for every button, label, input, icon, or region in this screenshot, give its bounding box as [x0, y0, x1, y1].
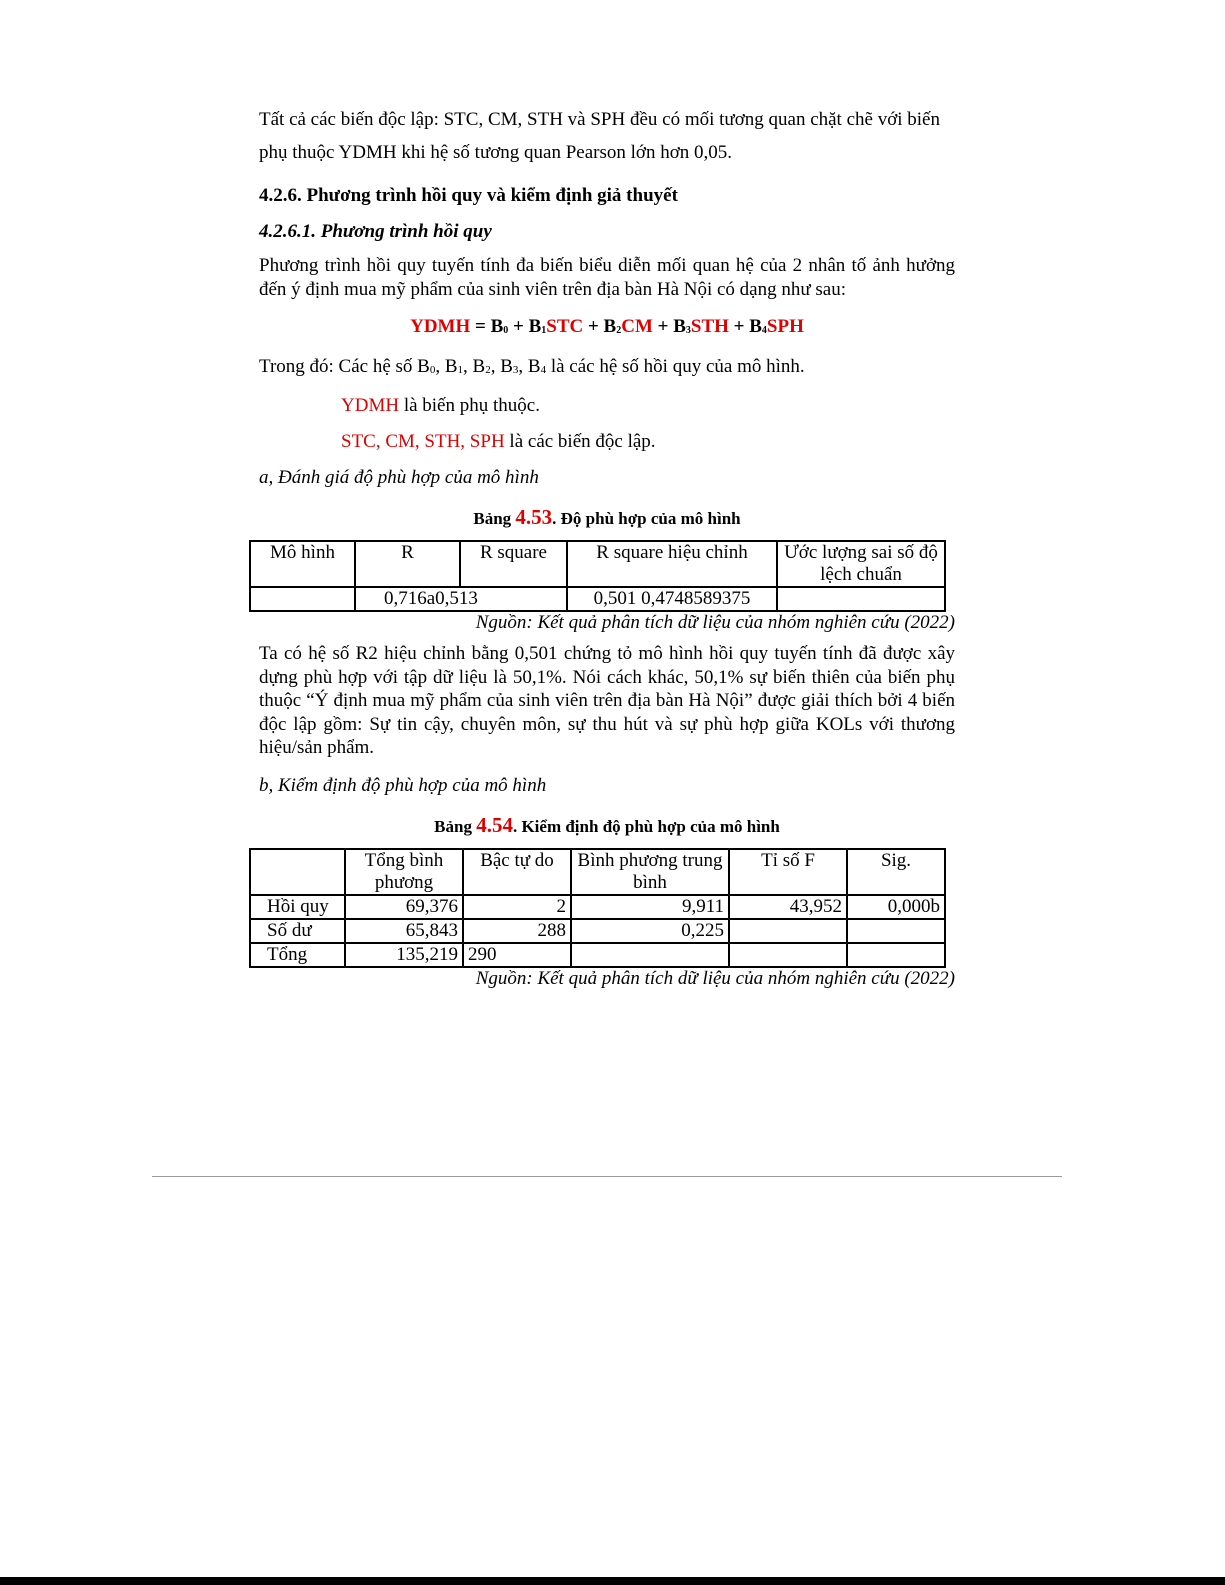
table-cell — [571, 943, 729, 967]
table-header-row — [250, 541, 945, 587]
model-intro: Phương trình hồi quy tuyến tính đa biến biểu diễn mối quan hệ của 2 nhân tố ảnh hưởng đến ý định mua mỹ phẩm của sinh viên trên địa bàn Hà Nội có dạng như sau: — [259, 255, 955, 300]
table-cell: 69,376 — [345, 895, 463, 919]
part-a-heading: a, Đánh giá độ phù hợp của mô hình — [259, 467, 539, 488]
table-cell — [847, 919, 945, 943]
intro-line-1: Tất cả các biến độc lập: STC, CM, STH và SPH đều có mối tương quan chặt chẽ với biến — [259, 109, 940, 130]
table-cell: 135,219 — [345, 943, 463, 967]
intro-line-2: phụ thuộc YDMH khi hệ số tương quan Pearson lớn hơn 0,05. — [259, 142, 733, 163]
table-cell: 9,911 — [571, 895, 729, 919]
table-cell: 2 — [463, 895, 571, 919]
table-cell: Số dư — [250, 919, 345, 943]
table-row — [250, 919, 945, 943]
page-divider — [152, 1176, 1062, 1177]
table-cell: 65,843 — [345, 919, 463, 943]
table-cell: 288 — [463, 919, 571, 943]
table-cell — [729, 943, 847, 967]
table-cell: 290 — [463, 943, 571, 967]
table-cell: 0,000b — [847, 895, 945, 919]
document-page — [259, 103, 955, 990]
table-cell: 0,501 0,4748589375 — [567, 587, 777, 611]
table-row — [250, 587, 945, 611]
table-cell — [729, 919, 847, 943]
table-header-cell — [250, 849, 345, 895]
subsection-heading: 4.2.6.1. Phương trình hồi quy — [259, 221, 492, 242]
independent-vars-note: STC, CM, STH, SPH là các biến độc lập. — [341, 431, 656, 452]
anova-table — [249, 848, 946, 968]
model-fit-table — [249, 540, 946, 612]
table-row — [250, 895, 945, 919]
table-header-cell: Bình phương trung bình — [571, 849, 729, 895]
table-cell — [777, 587, 945, 611]
table-header-cell: Tỉ số F — [729, 849, 847, 895]
part-b-heading: b, Kiểm định độ phù hợp của mô hình — [259, 774, 547, 796]
table-cell: Hồi quy — [250, 895, 345, 919]
table-cell: 0,716a0,513 — [355, 587, 567, 611]
table-header-cell: R — [355, 541, 460, 587]
table-header-row — [250, 849, 945, 895]
table-header-cell: Mô hình — [250, 541, 355, 587]
table-cell — [847, 943, 945, 967]
table2-caption: Bảng 4.54. Kiểm định độ phù hợp của mô hình — [434, 812, 780, 837]
table2-source: Nguồn: Kết quả phân tích dữ liệu của nhóm nghiên cứu (2022) — [475, 967, 955, 989]
table-header-cell: Tổng bình phương — [345, 849, 463, 895]
table1-source: Nguồn: Kết quả phân tích dữ liệu của nhóm nghiên cứu (2022) — [475, 612, 955, 633]
table-header-cell: Bậc tự do — [463, 849, 571, 895]
table-cell — [250, 587, 355, 611]
table-header-cell: R square — [460, 541, 567, 587]
page-bottom-edge — [0, 1577, 1225, 1585]
coefficients-note: Trong đó: Các hệ số $B_0$, $B_1$, $B_2$, $B_3$, $B_4$ là các hệ số hồi quy của mô hình. — [259, 356, 805, 377]
interpretation-paragraph: Ta có hệ số R2 hiệu chỉnh bằng 0,501 chứng tỏ mô hình hồi quy tuyến tính đã được xây dựng phù hợp với tập dữ liệu là 50,1%. Nói cách khác, 50,1% sự biến thiên của biến phụ thuộc “Ý định mua mỹ phẩm của sinh viên trên địa bàn Hà Nội” được giải thích bởi 4 biến độc lập gồm: Sự tin cậy, chuyên môn, sự thu hút và sự phù hợp giữa KOLs với thương hiệu/sản phẩm. — [259, 643, 955, 758]
table-cell: 43,952 — [729, 895, 847, 919]
section-heading: 4.2.6. Phương trình hồi quy và kiểm định giả thuyết — [259, 185, 678, 206]
table-row — [250, 943, 945, 967]
table-header-cell: R square hiệu chỉnh — [567, 541, 777, 587]
table-cell: Tổng — [250, 943, 345, 967]
table-cell: 0,225 — [571, 919, 729, 943]
table1-caption: Bảng 4.53. Độ phù hợp của mô hình — [473, 505, 741, 529]
table-header-cell: Sig. — [847, 849, 945, 895]
table-header-cell: Ước lượng sai số độ lệch chuẩn — [777, 541, 945, 587]
dependent-var-note: YDMH là biến phụ thuộc. — [341, 395, 540, 416]
regression-formula: YDMH = $B_0 + B_1STC + B_2CM + B_3STH + B_4SPH$ — [410, 316, 804, 337]
